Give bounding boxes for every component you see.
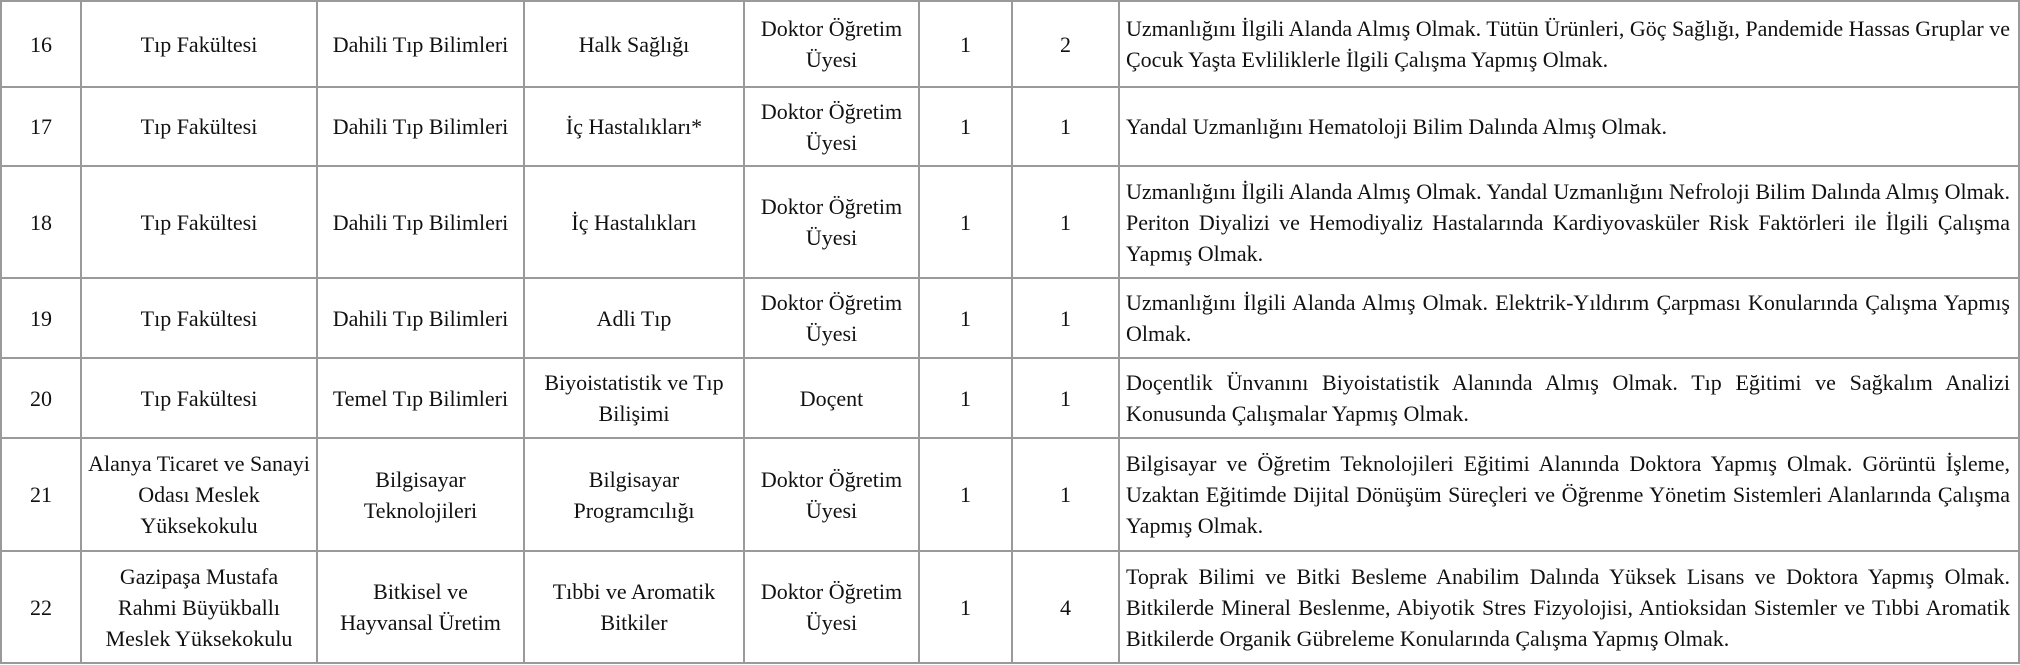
requirements-cell: Toprak Bilimi ve Bitki Besleme Anabilim Dalında Yüksek Lisans ve Doktora Yapmış Olmak. Bitkilerde Mineral Beslenme, Abiyotik Stres Fizyolojisi, Antioksidan Sistemler ve Tıbbi Aromatik Bitkilerde Organik Gübreleme Konularında Çalışma Yapmış Olmak.	[1119, 551, 2019, 663]
requirements-cell: Uzmanlığını İlgili Alanda Almış Olmak. Yandal Uzmanlığını Nefroloji Bilim Dalında Almış Olmak. Periton Diyalizi ve Hemodiyaliz Hastalarında Kardiyovasküler Risk Faktörleri ile İlgili Çalışma Yapmış Olmak.	[1119, 166, 2019, 278]
table-row	[1, 551, 2019, 663]
unit-cell: Tıp Fakültesi	[81, 358, 317, 438]
row-number: 16	[1, 1, 81, 87]
count-cell: 1	[1012, 166, 1119, 278]
department-cell: Dahili Tıp Bilimleri	[317, 1, 524, 87]
table-row	[1, 438, 2019, 551]
count-cell: 1	[1012, 358, 1119, 438]
department-cell: Bilgisayar Teknolojileri	[317, 438, 524, 551]
row-number: 22	[1, 551, 81, 663]
unit-cell: Gazipaşa Mustafa Rahmi Büyükballı Meslek Yüksekokulu	[81, 551, 317, 663]
table-row	[1, 358, 2019, 438]
title-cell: Doçent	[744, 358, 919, 438]
unit-cell: Tıp Fakültesi	[81, 1, 317, 87]
count-cell: 4	[1012, 551, 1119, 663]
degree-cell: 1	[919, 358, 1012, 438]
row-number: 20	[1, 358, 81, 438]
degree-cell: 1	[919, 551, 1012, 663]
table-row	[1, 166, 2019, 278]
program-cell: Bilgisayar Programcılığı	[524, 438, 744, 551]
program-cell: Halk Sağlığı	[524, 1, 744, 87]
requirements-cell: Yandal Uzmanlığını Hematoloji Bilim Dalında Almış Olmak.	[1119, 87, 2019, 166]
requirements-cell: Uzmanlığını İlgili Alanda Almış Olmak. Elektrik-Yıldırım Çarpması Konularında Çalışma Yapmış Olmak.	[1119, 278, 2019, 358]
program-cell: Adli Tıp	[524, 278, 744, 358]
degree-cell: 1	[919, 166, 1012, 278]
unit-cell: Alanya Ticaret ve Sanayi Odası Meslek Yüksekokulu	[81, 438, 317, 551]
requirements-cell: Bilgisayar ve Öğretim Teknolojileri Eğitimi Alanında Doktora Yapmış Olmak. Görüntü İşleme, Uzaktan Eğitimde Dijital Dönüşüm Süreçleri ve Öğrenme Yönetim Sistemleri Alanlarında Çalışma Yapmış Olmak.	[1119, 438, 2019, 551]
title-cell: Doktor Öğretim Üyesi	[744, 438, 919, 551]
unit-cell: Tıp Fakültesi	[81, 166, 317, 278]
count-cell: 2	[1012, 1, 1119, 87]
row-number: 18	[1, 166, 81, 278]
program-cell: Tıbbi ve Aromatik Bitkiler	[524, 551, 744, 663]
table-row	[1, 278, 2019, 358]
row-number: 17	[1, 87, 81, 166]
row-number: 19	[1, 278, 81, 358]
title-cell: Doktor Öğretim Üyesi	[744, 551, 919, 663]
title-cell: Doktor Öğretim Üyesi	[744, 1, 919, 87]
program-cell: İç Hastalıkları*	[524, 87, 744, 166]
department-cell: Temel Tıp Bilimleri	[317, 358, 524, 438]
degree-cell: 1	[919, 438, 1012, 551]
table-row	[1, 1, 2019, 87]
table-row	[1, 87, 2019, 166]
degree-cell: 1	[919, 278, 1012, 358]
title-cell: Doktor Öğretim Üyesi	[744, 166, 919, 278]
title-cell: Doktor Öğretim Üyesi	[744, 278, 919, 358]
degree-cell: 1	[919, 1, 1012, 87]
unit-cell: Tıp Fakültesi	[81, 87, 317, 166]
title-cell: Doktor Öğretim Üyesi	[744, 87, 919, 166]
requirements-cell: Uzmanlığını İlgili Alanda Almış Olmak. Tütün Ürünleri, Göç Sağlığı, Pandemide Hassas Gruplar ve Çocuk Yaşta Evliliklerle İlgili Çalışma Yapmış Olmak.	[1119, 1, 2019, 87]
program-cell: İç Hastalıkları	[524, 166, 744, 278]
department-cell: Dahili Tıp Bilimleri	[317, 278, 524, 358]
department-cell: Dahili Tıp Bilimleri	[317, 87, 524, 166]
count-cell: 1	[1012, 87, 1119, 166]
unit-cell: Tıp Fakültesi	[81, 278, 317, 358]
department-cell: Dahili Tıp Bilimleri	[317, 166, 524, 278]
count-cell: 1	[1012, 278, 1119, 358]
degree-cell: 1	[919, 87, 1012, 166]
requirements-cell: Doçentlik Ünvanını Biyoistatistik Alanında Almış Olmak. Tıp Eğitimi ve Sağkalım Analizi Konusunda Çalışmalar Yapmış Olmak.	[1119, 358, 2019, 438]
program-cell: Biyoistatistik ve Tıp Bilişimi	[524, 358, 744, 438]
count-cell: 1	[1012, 438, 1119, 551]
department-cell: Bitkisel ve Hayvansal Üretim	[317, 551, 524, 663]
row-number: 21	[1, 438, 81, 551]
